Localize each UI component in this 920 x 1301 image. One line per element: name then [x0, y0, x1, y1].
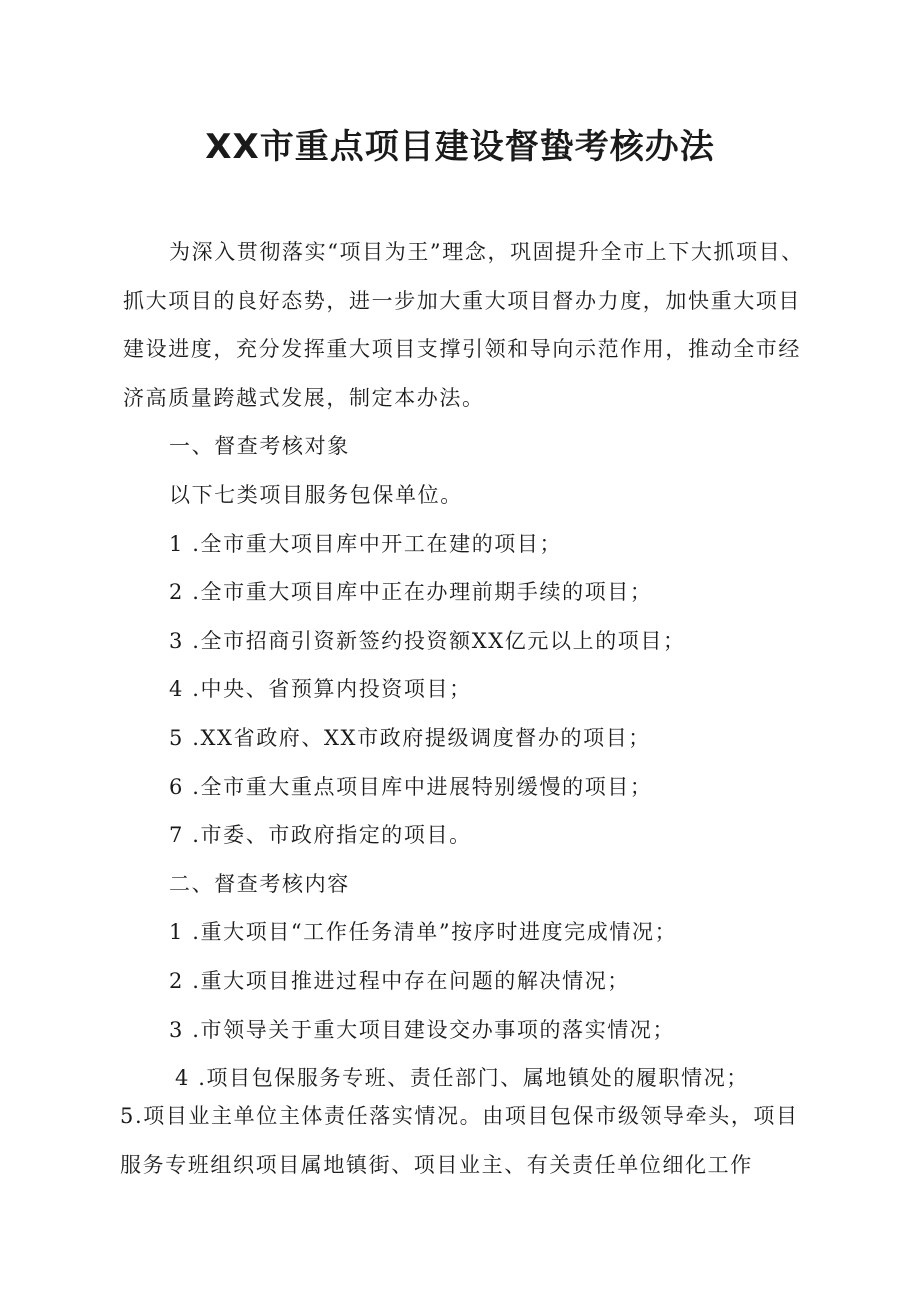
section2-item-4: 4 .项目包保服务专班、责任部门、属地镇处的履职情况；	[175, 1066, 749, 1091]
section1-item-5: 5 .XX省政府、XX市政府提级调度督办的项目；	[169, 725, 651, 750]
document-body	[123, 228, 809, 1103]
section1-item-1: 1 .全市重大项目库中开工在建的项目；	[169, 531, 563, 556]
section1-item-6: 6 .全市重大重点项目库中进展特别缓慢的项目；	[169, 774, 653, 799]
section1-item-7: 7 .市委、市政府指定的项目。	[169, 823, 472, 848]
intro-paragraph: 为深入贯彻落实“项目为王”理念，巩固提升全市上下大抓项目、抓大项目的良好态势，进一步加大重大项目督办力度，加快重大项目建设进度，充分发挥重大项目支撑引领和导向示范作用，推动全市经济高质量跨越式发展，制定本办法。	[123, 240, 804, 410]
section2-item-3: 3 .市领导关于重大项目建设交办事项的落实情况；	[169, 1017, 676, 1042]
document-title: XX市重点项目建设督蛰考核办法	[205, 127, 715, 167]
section2-heading: 二、督查考核内容	[169, 871, 350, 896]
section2-item-5: 5.项目业主单位主体责任落实情况。由项目包保市级领导牵头，项目服务专班组织项目属地镇街、项目业主、有关责任单位细化工作	[120, 1104, 799, 1177]
section1-item-4: 4 .中央、省预算内投资项目；	[169, 677, 472, 702]
section2-item-2: 2 .重大项目推进过程中存在问题的解决情况；	[169, 968, 630, 993]
section1-item-3: 3 .全市招商引资新签约投资额XX亿元以上的项目；	[169, 628, 686, 653]
section1-item-2: 2 .全市重大项目库中正在办理前期手续的项目；	[169, 580, 653, 605]
section1-lead: 以下七类项目服务包保单位。	[169, 482, 463, 507]
section2-item-1: 1 .重大项目“工作任务清单”按序时进度完成情况；	[169, 920, 678, 945]
section1-heading: 一、督查考核对象	[169, 434, 350, 459]
